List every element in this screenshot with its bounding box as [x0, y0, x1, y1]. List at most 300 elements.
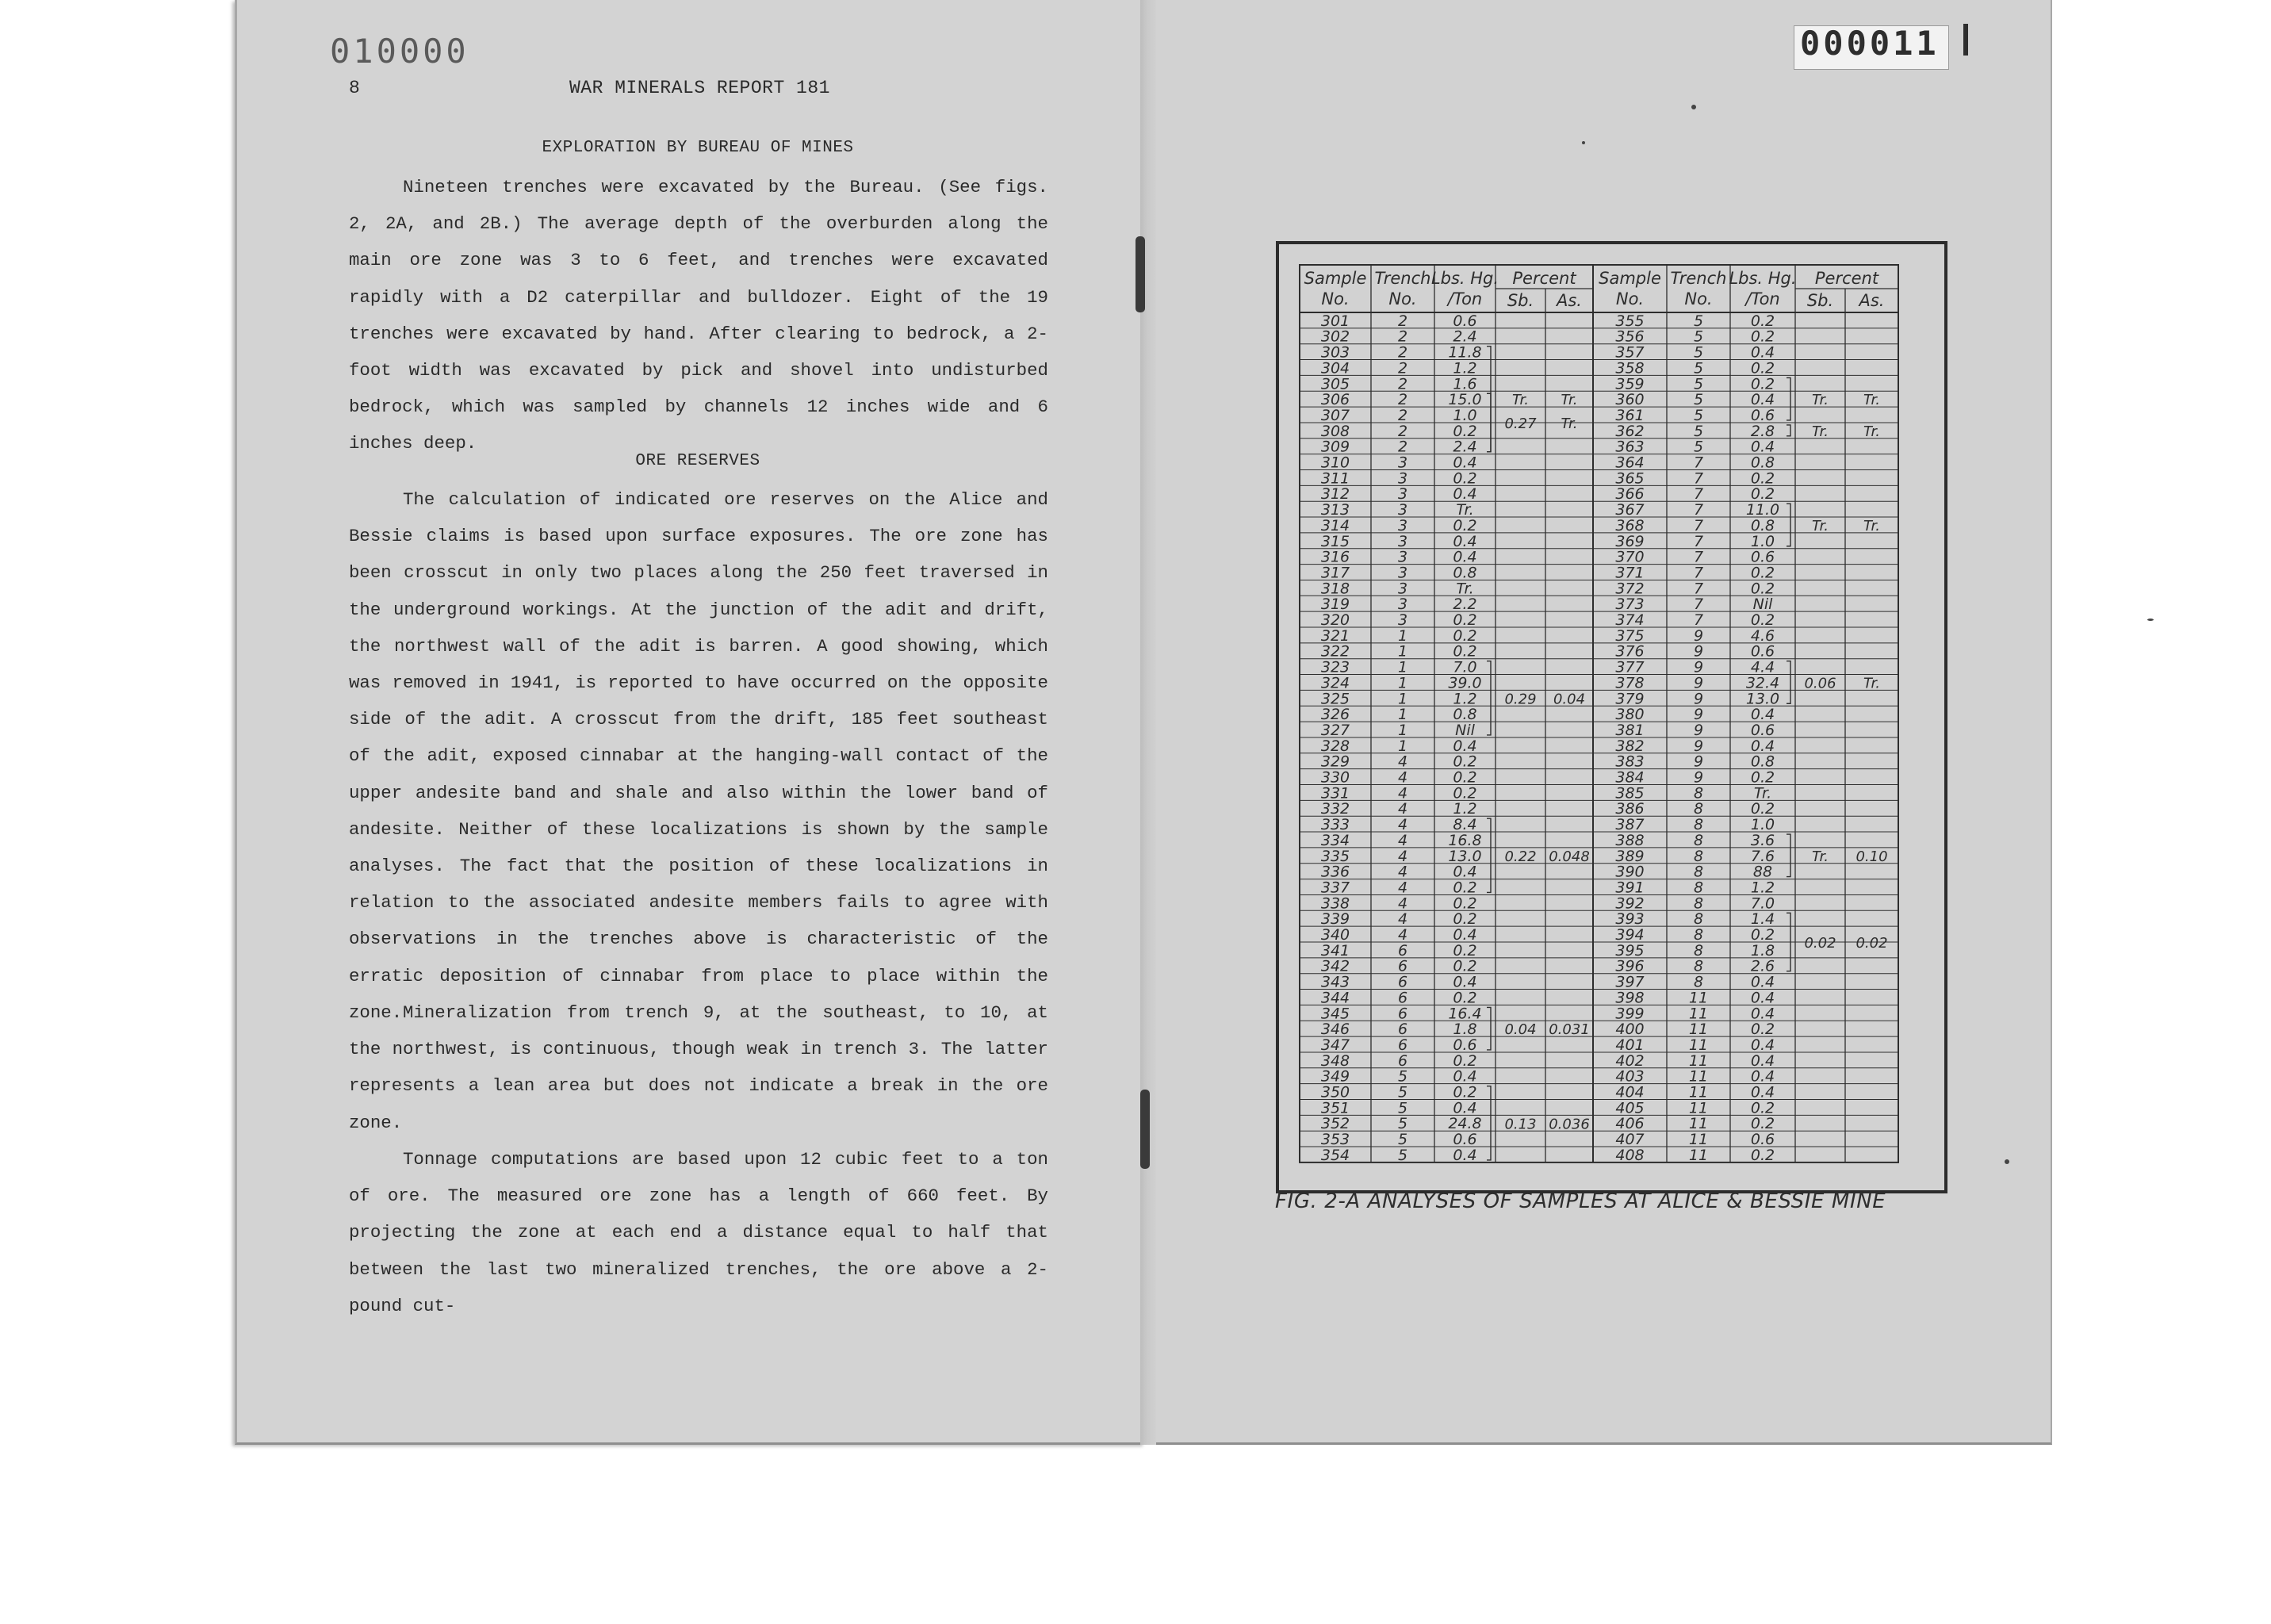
cell-sample-no: 396: [1615, 957, 1645, 975]
cell-as-percent: Tr.: [1863, 423, 1881, 440]
cell-trench-no: 1: [1397, 642, 1408, 661]
cell-trench-no: 5: [1397, 1115, 1408, 1133]
cell-trench-no: 8: [1693, 926, 1704, 944]
cell-trench-no: 3: [1397, 548, 1408, 566]
cell-lbs-hg: 0.4: [1453, 548, 1477, 566]
cell-trench-no: 3: [1397, 485, 1408, 504]
cell-trench-no: 6: [1397, 1036, 1408, 1054]
cell-sample-no: 352: [1320, 1115, 1350, 1133]
cell-trench-no: 4: [1397, 926, 1408, 944]
cell-trench-no: 5: [1693, 406, 1704, 424]
cell-sample-no: 385: [1615, 784, 1645, 802]
scan-speck: [2147, 619, 2154, 621]
cell-lbs-hg: 0.2: [1750, 611, 1775, 629]
cell-lbs-hg: 0.4: [1453, 973, 1477, 991]
cell-lbs-hg: 39.0: [1448, 674, 1482, 692]
cell-trench-no: 4: [1397, 816, 1408, 834]
cell-lbs-hg: 3.6: [1750, 831, 1775, 849]
cell-lbs-hg: 0.6: [1453, 1036, 1477, 1054]
cell-lbs-hg: 0.4: [1453, 1067, 1477, 1086]
cell-trench-no: 7: [1693, 454, 1704, 472]
cell-as-percent: 0.10: [1855, 848, 1888, 865]
cell-lbs-hg: 0.2: [1453, 611, 1477, 629]
cell-sample-no: 331: [1320, 784, 1350, 802]
composite-bracket: [1787, 377, 1790, 420]
cell-trench-no: 3: [1397, 532, 1408, 550]
cell-lbs-hg: 1.0: [1750, 532, 1775, 550]
cell-trench-no: 7: [1693, 469, 1704, 488]
cell-trench-no: 2: [1397, 327, 1408, 346]
cell-trench-no: 7: [1693, 580, 1704, 598]
composite-bracket: [1487, 818, 1491, 892]
cell-trench-no: 9: [1693, 706, 1704, 724]
cell-sample-no: 305: [1320, 375, 1350, 393]
cell-lbs-hg: 0.6: [1750, 406, 1775, 424]
cell-sample-no: 379: [1615, 690, 1645, 708]
cell-lbs-hg: 2.4: [1453, 327, 1477, 346]
cell-trench-no: 11: [1688, 1036, 1709, 1054]
cell-lbs-hg: 0.2: [1453, 753, 1477, 771]
cell-sample-no: 354: [1320, 1146, 1350, 1164]
cell-sample-no: 338: [1320, 894, 1350, 913]
cell-lbs-hg: 0.2: [1453, 422, 1477, 440]
cell-lbs-hg: 0.8: [1453, 706, 1477, 724]
cell-sample-no: 400: [1615, 1021, 1645, 1039]
cell-sample-no: 359: [1615, 375, 1645, 393]
paragraph-text: The calculation of indicated ore reserves on the Alice and Bessie claims is based upon surface exposures. The ore zone has been crosscut in only two places along the 250 feet traversed in the underground workings. At the junction of the adit and drift, the northwest wall of the adit is barren. A good showing, which was removed in 1941, is reported to have occurred on the opposite side of the adit. A crosscut from the drift, 185 feet southeast of the adit, exposed cinnabar at the hanging-wall contact of the upper andesite band and shale and also within the lower band of andesite. Neither of these localizations is shown by the sample analyses. The fact that the position of these localizations in relation to the associated andesite members fails to agree with observations in the trenches above is characteristic of the erratic deposition of cinnabar from place to place within the zone.: [349, 489, 1048, 1023]
cell-sample-no: 325: [1320, 690, 1350, 708]
composite-bracket: [1487, 347, 1491, 452]
cell-sample-no: 377: [1615, 658, 1645, 676]
cell-sample-no: 383: [1615, 753, 1645, 771]
cell-trench-no: 2: [1397, 343, 1408, 362]
cell-sample-no: 402: [1615, 1051, 1645, 1070]
cell-sb-percent: 0.02: [1804, 935, 1836, 952]
cell-sample-no: 322: [1320, 642, 1350, 661]
cell-sample-no: 395: [1615, 941, 1645, 959]
cell-sample-no: 327: [1320, 721, 1350, 739]
cell-trench-no: 9: [1693, 674, 1704, 692]
cell-sample-no: 307: [1320, 406, 1350, 424]
cell-sample-no: 336: [1320, 863, 1350, 881]
staple-bottom: [1140, 1090, 1150, 1169]
cell-trench-no: 3: [1397, 516, 1408, 534]
header-as: As.: [1557, 291, 1582, 310]
cell-sample-no: 365: [1615, 469, 1645, 488]
cell-sample-no: 369: [1615, 532, 1645, 550]
cell-trench-no: 6: [1397, 957, 1408, 975]
cell-sample-no: 309: [1320, 438, 1350, 456]
cell-sb-percent: Tr.: [1811, 517, 1829, 534]
cell-lbs-hg: 0.2: [1750, 564, 1775, 582]
cell-lbs-hg: 0.6: [1750, 548, 1775, 566]
cell-lbs-hg: 0.2: [1453, 1083, 1477, 1101]
cell-lbs-hg: Nil: [1752, 596, 1773, 614]
composite-bracket: [1787, 504, 1790, 546]
cell-trench-no: 5: [1693, 422, 1704, 440]
cell-sample-no: 301: [1320, 312, 1350, 330]
cell-lbs-hg: 0.4: [1750, 989, 1775, 1007]
cell-sample-no: 328: [1320, 737, 1350, 755]
cell-sample-no: 318: [1320, 580, 1350, 598]
cell-lbs-hg: 0.8: [1750, 454, 1775, 472]
cell-sample-no: 393: [1615, 910, 1645, 929]
cell-trench-no: 5: [1397, 1067, 1408, 1086]
cell-trench-no: 3: [1397, 580, 1408, 598]
cell-trench-no: 1: [1397, 658, 1408, 676]
cell-sample-no: 355: [1615, 312, 1645, 330]
cell-trench-no: 4: [1397, 768, 1408, 787]
cell-trench-no: 6: [1397, 1021, 1408, 1039]
cell-lbs-hg: 0.4: [1453, 863, 1477, 881]
cell-lbs-hg: 0.2: [1453, 784, 1477, 802]
cell-sample-no: 320: [1320, 611, 1350, 629]
cell-lbs-hg: 0.8: [1750, 516, 1775, 534]
cell-lbs-hg: 0.6: [1750, 721, 1775, 739]
cell-lbs-hg: 2.2: [1453, 596, 1477, 614]
figure-caption: FIG. 2-A ANALYSES OF SAMPLES AT ALICE & BESSIE MINE: [1275, 1189, 1886, 1213]
cell-sb-percent: Tr.: [1811, 848, 1829, 865]
cell-sample-no: 403: [1615, 1067, 1645, 1086]
cell-sample-no: 342: [1320, 957, 1350, 975]
paragraph-ore-reserves-3: [349, 1141, 1048, 1324]
cell-trench-no: 1: [1397, 706, 1408, 724]
cell-sample-no: 329: [1320, 753, 1350, 771]
cell-sample-no: 317: [1320, 564, 1350, 582]
cell-trench-no: 7: [1693, 532, 1704, 550]
cell-trench-no: 7: [1693, 548, 1704, 566]
cell-trench-no: 5: [1693, 438, 1704, 456]
cell-sample-no: 380: [1615, 706, 1645, 724]
cell-trench-no: 5: [1693, 375, 1704, 393]
cell-trench-no: 3: [1397, 501, 1408, 519]
cell-lbs-hg: 0.2: [1750, 359, 1775, 377]
cell-sample-no: 388: [1615, 831, 1645, 849]
cell-lbs-hg: 2.4: [1453, 438, 1477, 456]
cell-sample-no: 358: [1615, 359, 1645, 377]
cell-lbs-hg: 0.2: [1453, 910, 1477, 929]
cell-sample-no: 306: [1320, 391, 1350, 409]
cell-lbs-hg: 0.4: [1453, 454, 1477, 472]
cell-trench-no: 6: [1397, 941, 1408, 959]
cell-sample-no: 367: [1615, 501, 1645, 519]
cell-trench-no: 5: [1397, 1083, 1408, 1101]
composite-bracket: [1487, 1086, 1491, 1160]
cell-trench-no: 3: [1397, 611, 1408, 629]
cell-sample-no: 344: [1320, 989, 1350, 1007]
paragraph-text: Tonnage computations are based upon 12 cubic feet to a ton of ore. The measured ore zone has a length of 660 feet. By projecting the zone at each end a distance equal to half that between the last two mineralized trenches, the ore above a 2-pound cut-: [349, 1149, 1048, 1316]
scan-speck: [1582, 141, 1585, 144]
cell-sb-percent: Tr.: [1511, 392, 1530, 409]
cell-sample-no: 303: [1320, 343, 1350, 362]
cell-lbs-hg: 0.2: [1453, 516, 1477, 534]
cell-sample-no: 372: [1615, 580, 1645, 598]
paragraph-text: Nineteen trenches were excavated by the Bureau. (See figs. 2, 2A, and 2B.) The average depth of the overburden along the main ore zone was 3 to 6 feet, and trenches were excavated rapidly with a D2 caterpillar and bulldozer. Eight of the 19 trenches were excavated by hand. After clearing to bedrock, a 2-foot width was excavated by pick and shovel into undisturbed bedrock, which was sampled by channels 12 inches wide and 6 inches deep.: [349, 177, 1048, 454]
sample-analysis-table: [1276, 241, 1947, 1193]
cell-sample-no: 304: [1320, 359, 1350, 377]
cell-sample-no: 356: [1615, 327, 1645, 346]
cell-lbs-hg: 32.4: [1745, 674, 1780, 692]
cell-sample-no: 316: [1320, 548, 1350, 566]
staple-top: [1136, 236, 1145, 312]
cell-lbs-hg: 4.4: [1750, 658, 1775, 676]
cell-lbs-hg: Tr.: [1456, 580, 1474, 598]
cell-sb-percent: 0.29: [1504, 691, 1537, 708]
cell-trench-no: 4: [1397, 847, 1408, 865]
cell-sample-no: 408: [1615, 1146, 1645, 1164]
cell-lbs-hg: 1.2: [1453, 690, 1477, 708]
cell-sample-no: 302: [1320, 327, 1350, 346]
page-gutter: [1140, 0, 1156, 1445]
right-page-stamp: 000011: [1800, 24, 1940, 63]
cell-lbs-hg: 0.4: [1750, 1051, 1775, 1070]
cell-trench-no: 8: [1693, 784, 1704, 802]
cell-lbs-hg: 0.4: [1750, 1083, 1775, 1101]
cell-trench-no: 9: [1693, 737, 1704, 755]
cell-lbs-hg: 0.4: [1453, 485, 1477, 504]
cell-as-percent: 0.04: [1553, 691, 1586, 708]
cell-lbs-hg: 0.4: [1750, 438, 1775, 456]
cell-lbs-hg: 0.6: [1453, 312, 1477, 330]
cell-lbs-hg: 11.0: [1745, 501, 1780, 519]
header-sb: Sb.: [1507, 291, 1534, 310]
cell-trench-no: 6: [1397, 1051, 1408, 1070]
cell-as-percent: Tr.: [1863, 517, 1881, 534]
cell-trench-no: 8: [1693, 879, 1704, 897]
cell-sample-no: 324: [1320, 674, 1350, 692]
cell-lbs-hg: 0.2: [1750, 800, 1775, 818]
cell-sample-no: 364: [1615, 454, 1645, 472]
cell-sample-no: 361: [1615, 406, 1645, 424]
cell-trench-no: 5: [1693, 391, 1704, 409]
cell-trench-no: 9: [1693, 753, 1704, 771]
cell-trench-no: 8: [1693, 894, 1704, 913]
cell-lbs-hg: 0.2: [1750, 1146, 1775, 1164]
cell-trench-no: 2: [1397, 375, 1408, 393]
cell-lbs-hg: 0.2: [1453, 469, 1477, 488]
cell-lbs-hg: 2.8: [1750, 422, 1775, 440]
cell-lbs-hg: 8.4: [1453, 816, 1477, 834]
cell-trench-no: 1: [1397, 737, 1408, 755]
cell-lbs-hg: 0.4: [1750, 973, 1775, 991]
page-number: 8: [349, 78, 360, 98]
cell-lbs-hg: 7.0: [1453, 658, 1477, 676]
header-per-ton: /Ton: [1745, 289, 1780, 308]
cell-sample-no: 353: [1320, 1131, 1350, 1149]
cell-lbs-hg: 0.4: [1750, 1036, 1775, 1054]
cell-sample-no: 340: [1320, 926, 1350, 944]
cell-trench-no: 5: [1693, 343, 1704, 362]
paragraph-ore-reserves-1: [349, 481, 1048, 1031]
cell-trench-no: 8: [1693, 957, 1704, 975]
cell-trench-no: 11: [1688, 1099, 1709, 1117]
cell-trench-no: 7: [1693, 611, 1704, 629]
cell-trench-no: 9: [1693, 658, 1704, 676]
cell-lbs-hg: 1.2: [1750, 879, 1775, 897]
cell-lbs-hg: 0.2: [1453, 768, 1477, 787]
cell-lbs-hg: 1.6: [1453, 375, 1477, 393]
cell-trench-no: 11: [1688, 1083, 1709, 1101]
cell-lbs-hg: 0.2: [1750, 327, 1775, 346]
header-trench-no: No.: [1388, 289, 1417, 308]
cell-trench-no: 9: [1693, 642, 1704, 661]
cell-lbs-hg: Tr.: [1753, 784, 1772, 802]
cell-sample-no: 314: [1320, 516, 1350, 534]
cell-sample-no: 337: [1320, 879, 1350, 897]
cell-sample-no: 398: [1615, 989, 1645, 1007]
cell-lbs-hg: 0.2: [1750, 312, 1775, 330]
cell-sb-percent: 0.06: [1804, 675, 1836, 692]
cell-lbs-hg: 24.8: [1448, 1115, 1482, 1133]
scan-speck: [1691, 105, 1696, 109]
cell-sb-percent: 0.27: [1504, 415, 1537, 432]
cell-as-percent: Tr.: [1863, 392, 1881, 409]
right-stamp-mark: [1963, 24, 1968, 56]
cell-sb-percent: 0.04: [1504, 1021, 1537, 1039]
cell-trench-no: 8: [1693, 847, 1704, 865]
cell-trench-no: 4: [1397, 800, 1408, 818]
cell-lbs-hg: 0.2: [1750, 1099, 1775, 1117]
cell-trench-no: 1: [1397, 674, 1408, 692]
cell-sample-no: 330: [1320, 768, 1350, 787]
cell-lbs-hg: 0.8: [1453, 564, 1477, 582]
cell-sample-no: 313: [1320, 501, 1350, 519]
section-heading-exploration: EXPLORATION BY BUREAU OF MINES: [542, 139, 854, 157]
cell-trench-no: 4: [1397, 910, 1408, 929]
cell-trench-no: 1: [1397, 690, 1408, 708]
cell-lbs-hg: 88: [1752, 863, 1773, 881]
cell-sample-no: 404: [1615, 1083, 1645, 1101]
cell-sample-no: 407: [1615, 1131, 1645, 1149]
header-trench: Trench: [1374, 269, 1431, 288]
cell-lbs-hg: 13.0: [1448, 847, 1482, 865]
cell-trench-no: 2: [1397, 422, 1408, 440]
cell-lbs-hg: 0.4: [1750, 391, 1775, 409]
cell-sample-no: 375: [1615, 626, 1645, 645]
cell-lbs-hg: 16.4: [1448, 1005, 1482, 1023]
cell-sample-no: 390: [1615, 863, 1645, 881]
cell-lbs-hg: 0.4: [1453, 737, 1477, 755]
cell-trench-no: 11: [1688, 1051, 1709, 1070]
header-sb: Sb.: [1806, 291, 1834, 310]
cell-sample-no: 308: [1320, 422, 1350, 440]
cell-trench-no: 11: [1688, 1115, 1709, 1133]
cell-trench-no: 5: [1693, 327, 1704, 346]
cell-trench-no: 1: [1397, 626, 1408, 645]
cell-sample-no: 362: [1615, 422, 1645, 440]
cell-trench-no: 4: [1397, 879, 1408, 897]
cell-sample-no: 376: [1615, 642, 1645, 661]
cell-sample-no: 311: [1320, 469, 1350, 488]
composite-bracket: [1787, 834, 1790, 877]
cell-trench-no: 2: [1397, 312, 1408, 330]
cell-trench-no: 5: [1397, 1146, 1408, 1164]
running-head: WAR MINERALS REPORT 181: [569, 78, 830, 98]
cell-trench-no: 2: [1397, 438, 1408, 456]
cell-lbs-hg: 13.0: [1745, 690, 1780, 708]
cell-sample-no: 341: [1320, 941, 1350, 959]
cell-sample-no: 401: [1615, 1036, 1645, 1054]
cell-trench-no: 6: [1397, 973, 1408, 991]
cell-lbs-hg: 0.2: [1750, 375, 1775, 393]
paragraph-ore-reserves-2: [349, 994, 1048, 1141]
header-sample-no: No.: [1615, 289, 1645, 308]
cell-sample-no: 406: [1615, 1115, 1645, 1133]
cell-sample-no: 357: [1615, 343, 1645, 362]
cell-trench-no: 9: [1693, 721, 1704, 739]
cell-lbs-hg: 1.8: [1453, 1021, 1477, 1039]
cell-lbs-hg: 0.2: [1453, 941, 1477, 959]
cell-lbs-hg: 15.0: [1448, 391, 1482, 409]
cell-lbs-hg: 16.8: [1448, 831, 1482, 849]
header-as: As.: [1859, 291, 1885, 310]
header-sample-no: No.: [1321, 289, 1350, 308]
cell-lbs-hg: 0.6: [1750, 1131, 1775, 1149]
cell-sample-no: 384: [1615, 768, 1645, 787]
cell-trench-no: 8: [1693, 816, 1704, 834]
header-percent: Percent: [1814, 269, 1879, 288]
cell-trench-no: 2: [1397, 391, 1408, 409]
cell-as-percent: 0.031: [1549, 1021, 1590, 1039]
cell-sample-no: 387: [1615, 816, 1645, 834]
cell-sample-no: 321: [1320, 626, 1350, 645]
cell-trench-no: 5: [1693, 359, 1704, 377]
cell-lbs-hg: 7.0: [1750, 894, 1775, 913]
cell-lbs-hg: 2.6: [1750, 957, 1775, 975]
cell-sample-no: 371: [1615, 564, 1645, 582]
cell-trench-no: 6: [1397, 1005, 1408, 1023]
cell-trench-no: 8: [1693, 910, 1704, 929]
left-page-stamp: 010000: [330, 32, 469, 71]
cell-trench-no: 8: [1693, 831, 1704, 849]
cell-sample-no: 366: [1615, 485, 1645, 504]
cell-trench-no: 4: [1397, 784, 1408, 802]
cell-as-percent: 0.048: [1549, 848, 1590, 865]
cell-sample-no: 351: [1320, 1099, 1350, 1117]
cell-trench-no: 11: [1688, 1021, 1709, 1039]
header-lbs-hg: Lbs. Hg.: [1729, 269, 1797, 288]
cell-trench-no: 4: [1397, 831, 1408, 849]
cell-sample-no: 394: [1615, 926, 1645, 944]
cell-sample-no: 332: [1320, 800, 1350, 818]
cell-sample-no: 323: [1320, 658, 1350, 676]
cell-as-percent: Tr.: [1863, 675, 1881, 692]
cell-sample-no: 345: [1320, 1005, 1350, 1023]
header-trench: Trench: [1670, 269, 1727, 288]
cell-trench-no: 7: [1693, 596, 1704, 614]
cell-lbs-hg: 0.4: [1750, 1067, 1775, 1086]
cell-lbs-hg: 1.0: [1750, 816, 1775, 834]
cell-sample-no: 373: [1615, 596, 1645, 614]
cell-trench-no: 4: [1397, 894, 1408, 913]
cell-lbs-hg: 0.4: [1453, 1099, 1477, 1117]
cell-trench-no: 8: [1693, 863, 1704, 881]
cell-sample-no: 386: [1615, 800, 1645, 818]
cell-sample-no: 348: [1320, 1051, 1350, 1070]
cell-trench-no: 5: [1693, 312, 1704, 330]
cell-sample-no: 339: [1320, 910, 1350, 929]
cell-sample-no: 319: [1320, 596, 1350, 614]
cell-sample-no: 397: [1615, 973, 1645, 991]
cell-sample-no: 310: [1320, 454, 1350, 472]
cell-trench-no: 1: [1397, 721, 1408, 739]
cell-sample-no: 333: [1320, 816, 1350, 834]
paragraph-text: Mineralization from trench 9, at the southeast, to 10, at the northwest, is continuous, though weak in trench 3. The latter represents a lean area but does not indicate a break in the ore zone.: [349, 1002, 1048, 1133]
cell-sample-no: 389: [1615, 847, 1645, 865]
cell-lbs-hg: 0.2: [1453, 1051, 1477, 1070]
cell-lbs-hg: 1.8: [1750, 941, 1775, 959]
cell-lbs-hg: 0.2: [1750, 926, 1775, 944]
